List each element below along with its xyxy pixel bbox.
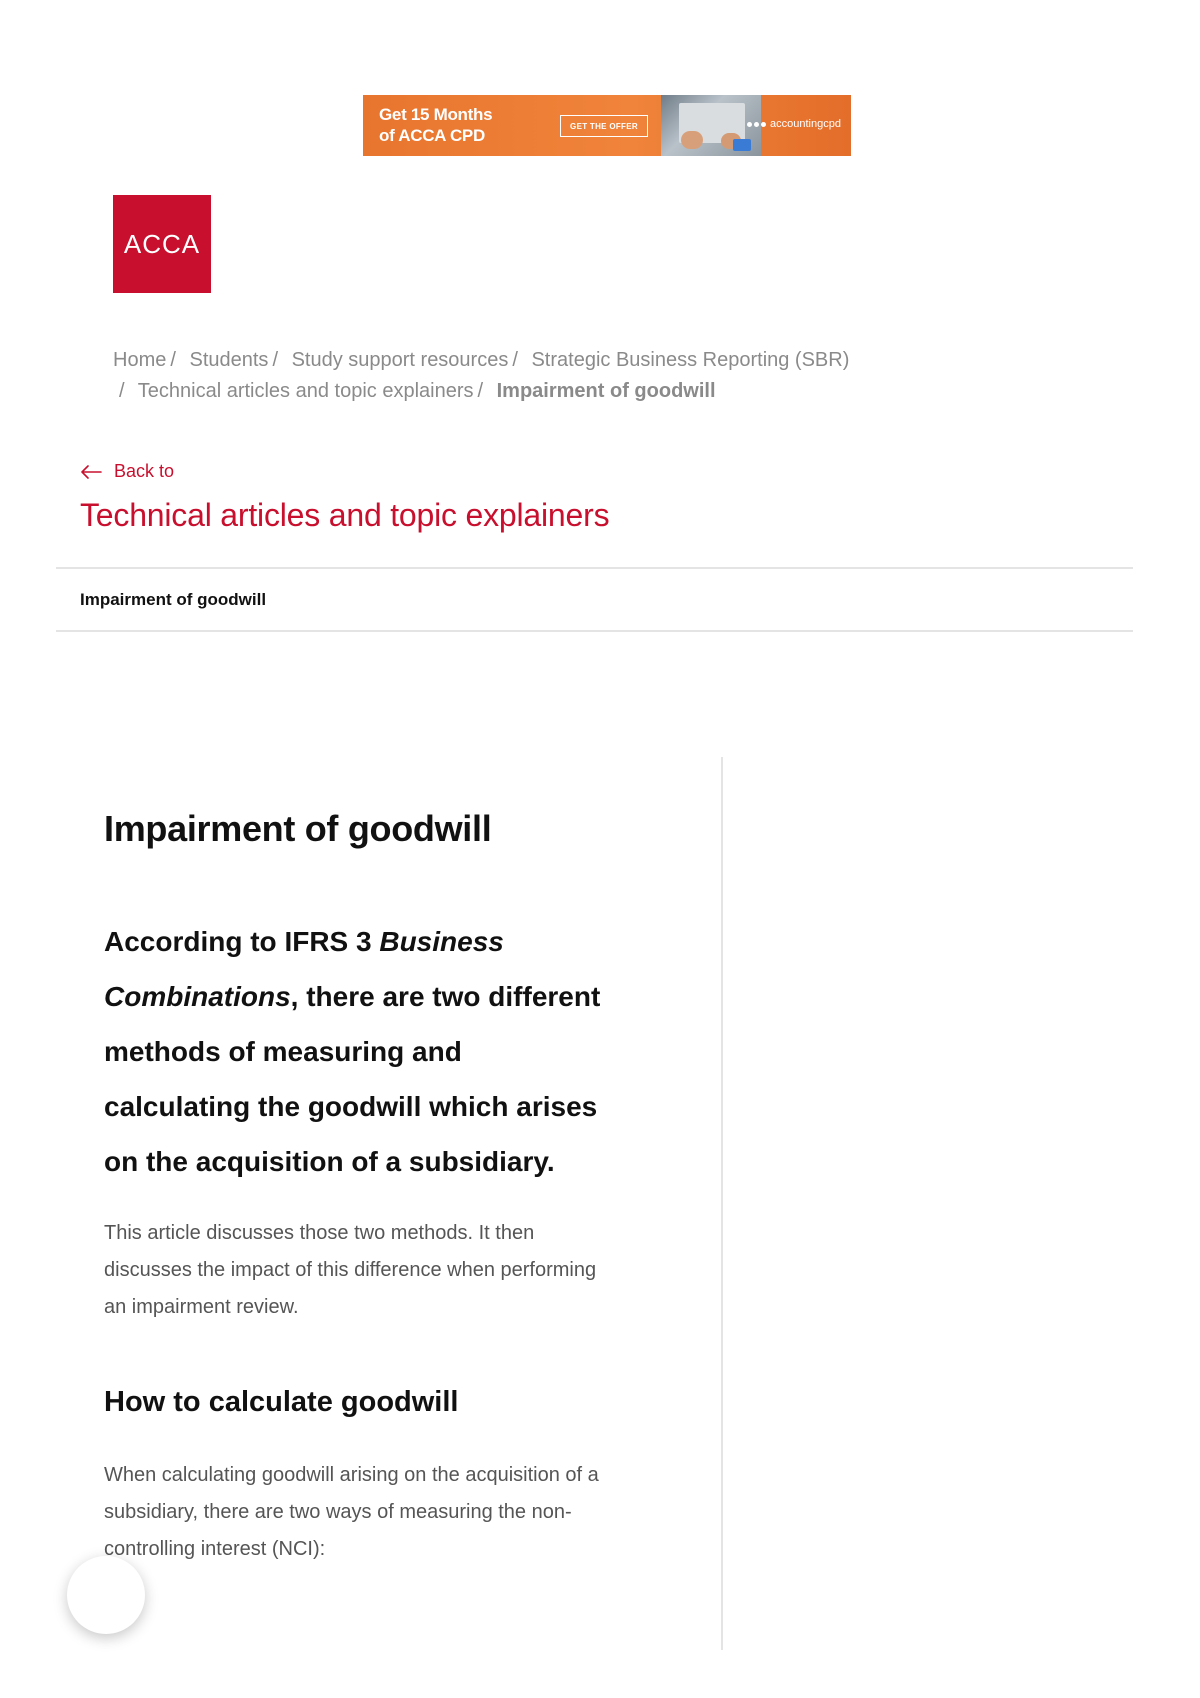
breadcrumb-sbr[interactable]: Strategic Business Reporting (SBR) (531, 349, 850, 371)
back-label: Back to (114, 461, 175, 481)
ad-brand-logo (747, 118, 841, 130)
ad-headline-line2: of ACCA CPD (379, 126, 485, 145)
lead-text-post: , there are two different methods of measuring and calculating the goodwill which arises on the acquisition of a subsidiary. (104, 981, 601, 1177)
article-body (104, 808, 614, 1568)
section-tab-current[interactable]: Impairment of goodwill (80, 590, 267, 609)
acca-logo[interactable] (113, 195, 211, 293)
arrow-left-icon (80, 465, 102, 479)
column-divider (721, 757, 723, 1650)
breadcrumb-current: Impairment of goodwill (496, 380, 716, 402)
breadcrumb-separator: / (272, 349, 278, 371)
breadcrumb-students[interactable]: Students (189, 349, 269, 371)
breadcrumb (113, 345, 1013, 407)
back-link[interactable] (80, 461, 174, 482)
article-paragraph: When calculating goodwill arising on the acquisition of a subsidiary, there are two ways of measuring the non-controlling interest (NCI): (104, 1464, 599, 1560)
breadcrumb-separator: / (512, 349, 518, 371)
section-divider-bottom (56, 630, 1133, 632)
breadcrumb-technical-articles[interactable]: Technical articles and topic explainers (137, 380, 474, 402)
ad-banner[interactable] (363, 95, 851, 156)
section-heading: How to calculate goodwill (104, 1386, 459, 1418)
back-section-title-link[interactable]: Technical articles and topic explainers (80, 497, 610, 533)
lead-text-emphasis: Business Combinations (104, 926, 504, 1012)
lead-text-pre: According to IFRS 3 (104, 926, 380, 957)
ad-laptop-image (661, 95, 761, 156)
article-intro-paragraph: This article discusses those two methods. It then discusses the impact of this difference when performing an impairment review. (104, 1222, 597, 1318)
ad-brand-text: accountingcpd (770, 118, 841, 130)
breadcrumb-separator: / (119, 380, 125, 402)
floating-action-button[interactable] (67, 1556, 145, 1634)
section-divider-top (56, 567, 1133, 569)
ad-cta-button[interactable]: GET THE OFFER (560, 115, 648, 137)
breadcrumb-separator: / (477, 380, 484, 402)
brand-dots-icon (747, 122, 766, 127)
breadcrumb-study-support[interactable]: Study support resources (291, 349, 509, 371)
article-lead (104, 914, 614, 1189)
breadcrumb-separator: / (170, 349, 176, 371)
article-title: Impairment of goodwill (104, 808, 492, 849)
breadcrumb-home[interactable]: Home (113, 349, 167, 371)
ad-headline-line1: Get 15 Months (379, 105, 493, 124)
logo-text: ACCA (123, 228, 201, 259)
